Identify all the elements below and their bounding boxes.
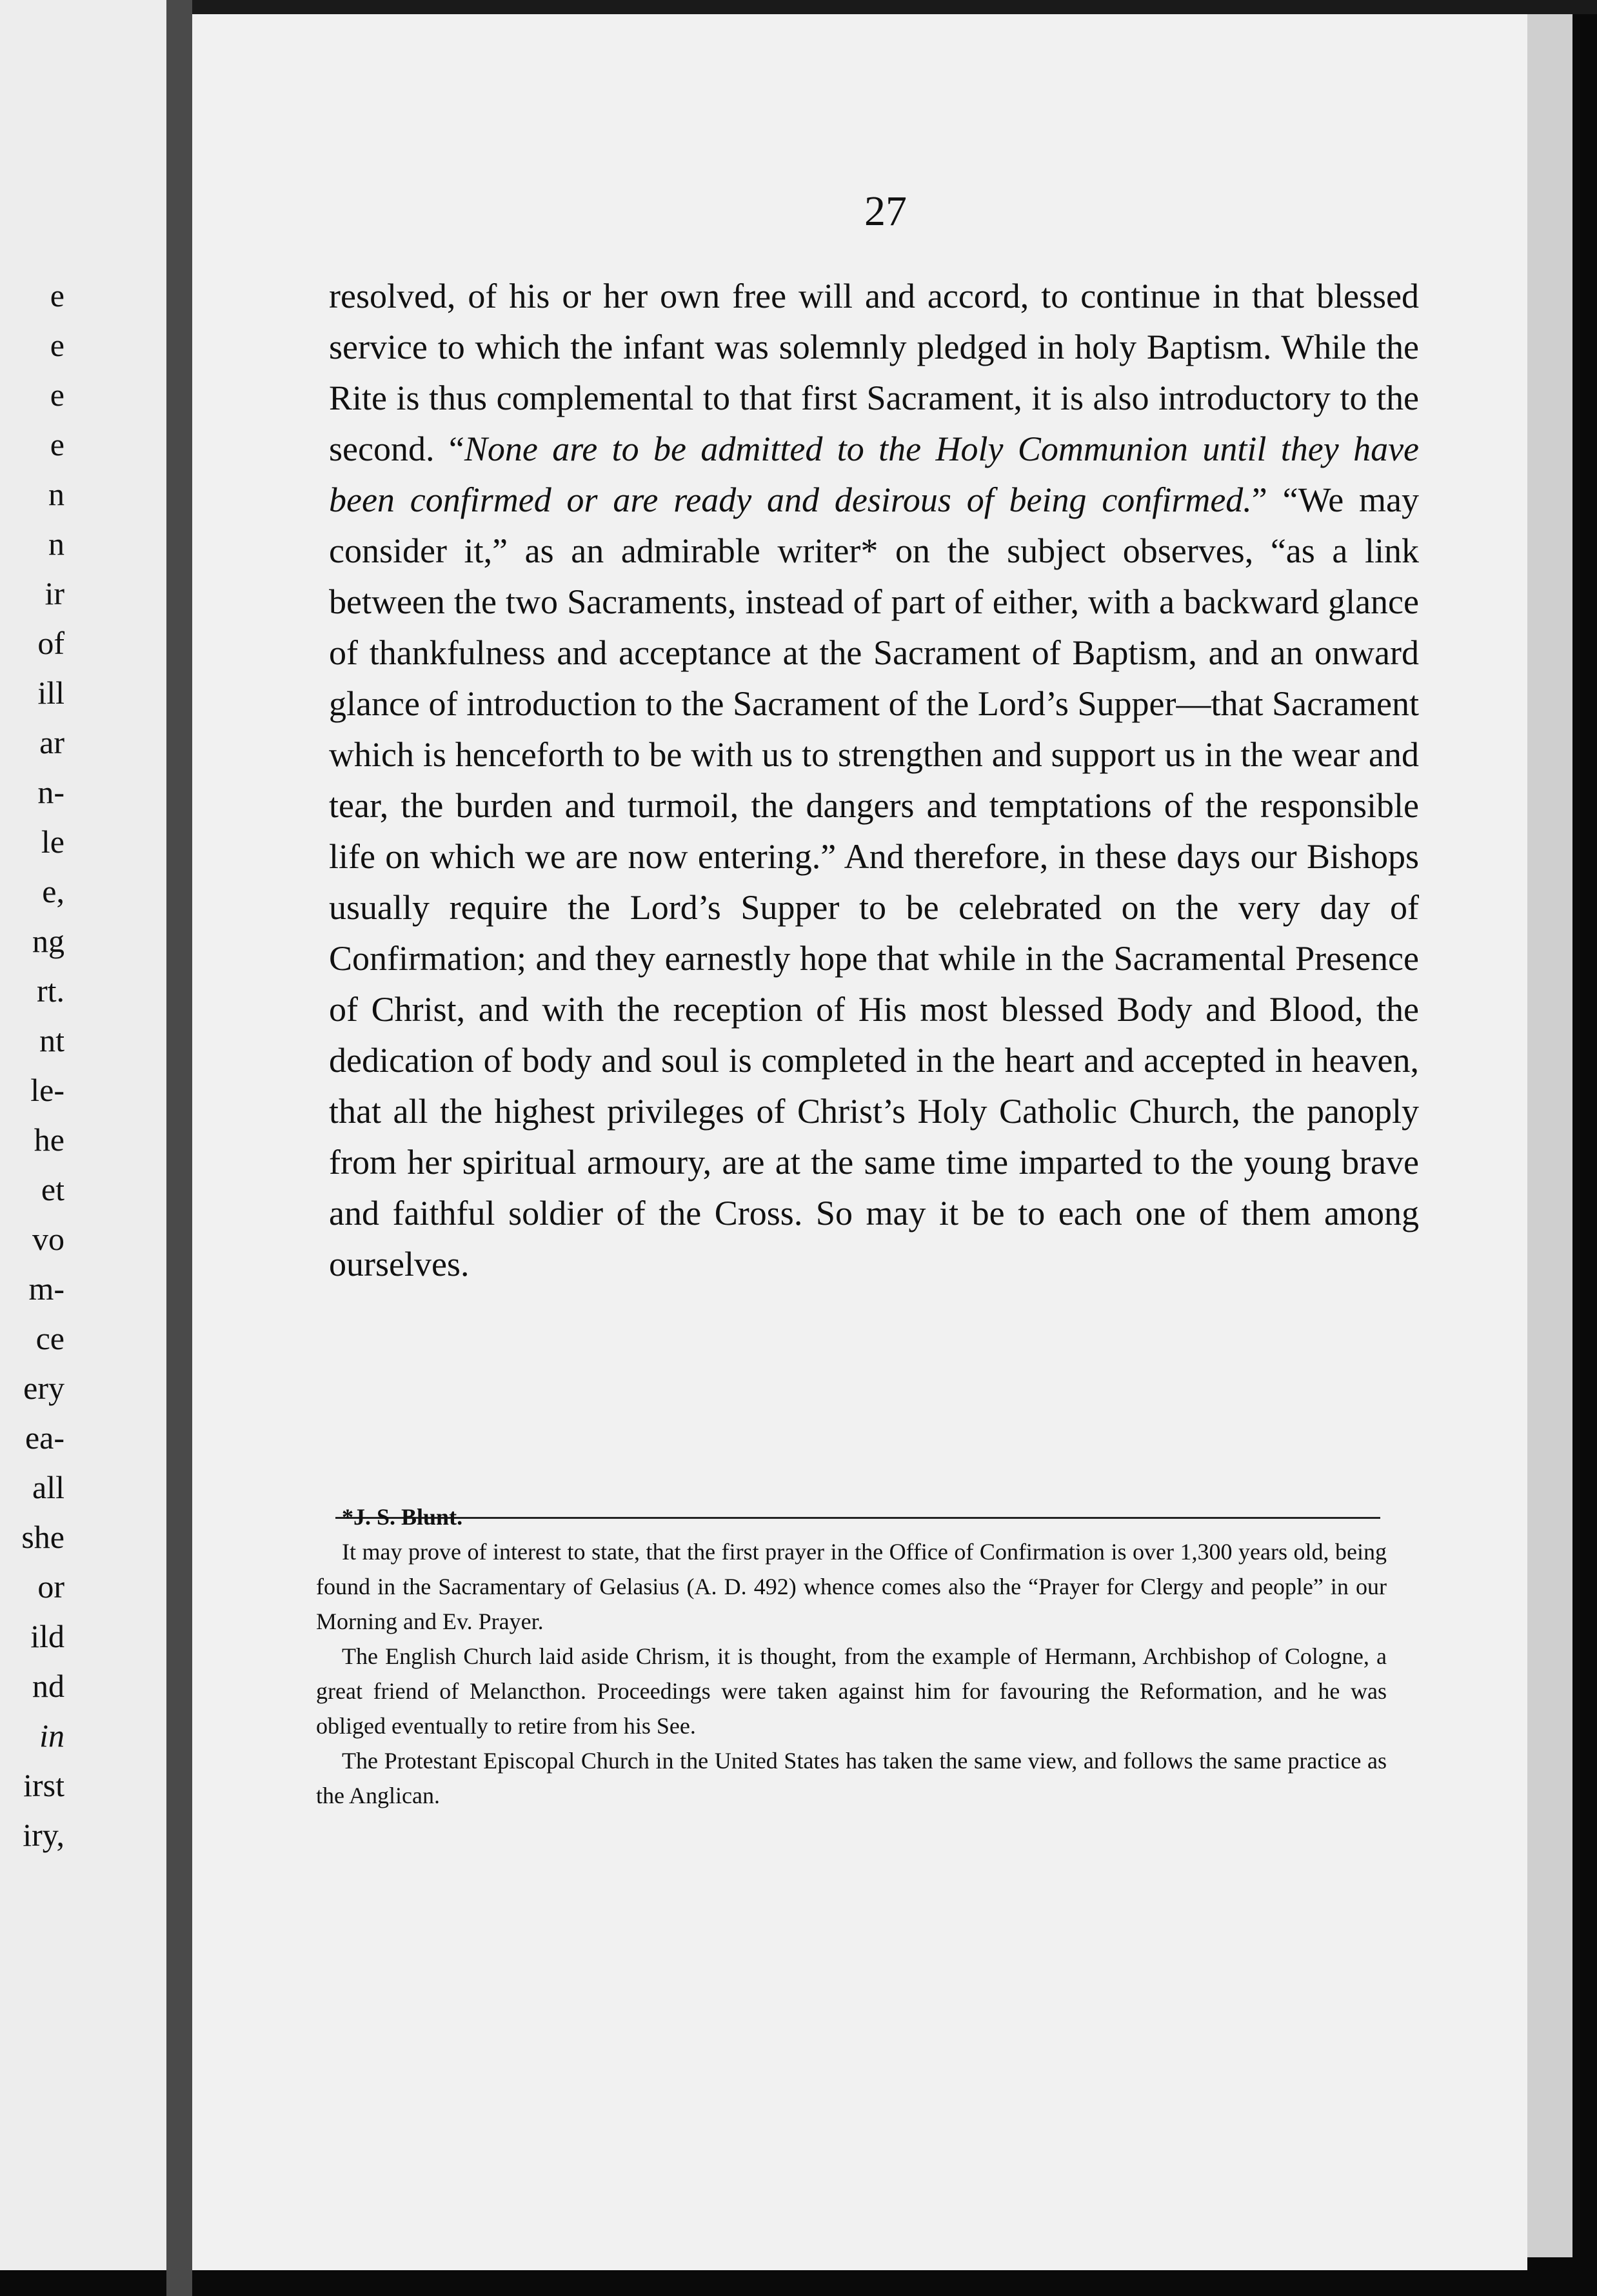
left-fragment: e, [42,873,64,909]
footnote-reference: *J. S. Blunt. [342,1504,463,1530]
footnote-gelasius: It may prove of interest to state, that the first prayer in the Office of Confirmation is over 1,300 years old, being found in the Sacramentary of Gelasius (A. D. 492) whence comes also the “Prayer for Clergy and people” in our Morning and Ev. Prayer. [316,1539,1387,1634]
left-fragment: e [50,277,64,313]
footnote-us-church: The Protestant Episcopal Church in the United States has taken the same view, and follows the same practice as the Anglican. [316,1748,1387,1808]
left-fragment: ar [39,724,64,760]
left-fragment: n [48,526,64,562]
left-fragment: n- [37,774,64,810]
book-gutter [166,0,192,2296]
left-fragment: n [48,476,64,512]
left-fragment: rt. [36,973,64,1009]
left-fragment: all [32,1469,64,1505]
left-fragment: ea- [25,1420,64,1456]
left-fragment: nt [39,1022,64,1058]
left-fragment: he [34,1122,64,1158]
left-fragment: nd [32,1668,64,1704]
left-fragment: ce [35,1320,64,1356]
left-fragment: in [39,1717,64,1754]
footnotes [316,1499,1387,1813]
rubric-quote: None are to be admitted to the Holy Communion until they have been confirmed or are ready and desirous of being confirmed. [329,430,1420,519]
left-fragment: e [50,426,64,462]
left-fragment: e [50,377,64,413]
left-fragment: ng [32,923,64,959]
scan-top-edge [192,0,1597,14]
left-page-fragments [0,271,64,1860]
page-edge [1527,13,1572,2257]
left-fragment: m- [28,1271,64,1307]
body-text [329,271,1419,1290]
left-fragment: vo [32,1221,64,1257]
left-fragment: ild [30,1618,64,1654]
left-fragment: e [50,327,64,363]
left-fragment: irst [23,1767,64,1803]
body-paragraph [329,271,1419,1290]
left-fragment: ir [45,575,64,611]
footnote-chrism: The English Church laid aside Chrism, it is thought, from the example of Hermann, Archbishop of Cologne, a great friend of Melancthon. Proceedings were taken against him for favouring the Reformation, and he was obliged eventually to retire from his See. [316,1643,1387,1739]
paragraph-part-1: resolved, of his or her own free will and accord, to continue in that blessed service to which the infant was solemnly pledged in holy Baptism. While the Rite is thus complemental to that first Sacrament, it is also introductory to the second. “ [329,277,1419,468]
left-fragment: le [41,824,64,860]
left-fragment: she [21,1519,64,1555]
left-fragment: of [37,625,64,661]
left-fragment: le- [30,1072,64,1108]
left-fragment: or [37,1569,64,1605]
left-fragment: ill [37,675,64,711]
left-fragment: ery [23,1370,64,1406]
left-fragment: et [41,1171,64,1207]
paragraph-part-2: ” “We may consider it,” as an admirable writer* on the subject observes, “as a link between the two Sacraments, instead of part of either, with a backward glance of thankfulness and acceptance at the Sacrament of Baptism, and an onward glance of introduction to the Sacrament of the Lord’s Supper—that Sacrament which is henceforth to be with us to strengthen and support us in the wear and tear, the burden and turmoil, the dangers and temptations of the responsible life on which we are now entering.” And therefore, in these days our Bishops usually require the Lord’s Supper to be celebrated on the very day of Confirmation; and they earnestly hope that while in the Sacramental Presence of Christ, and with the reception of His most blessed Body and Blood, the dedication of body and soul is completed in the heart and accepted in heaven, that all the highest privileges of Christ’s Holy Catholic Church, the panoply from her spiritual armoury, are at the same time imparted to the young brave and faithful soldier of the Cross. So may it be to each one of them among ourselves. [329,480,1419,1283]
left-fragment: iry, [23,1817,64,1853]
page-number: 27 [864,188,907,235]
left-page [0,0,166,2270]
